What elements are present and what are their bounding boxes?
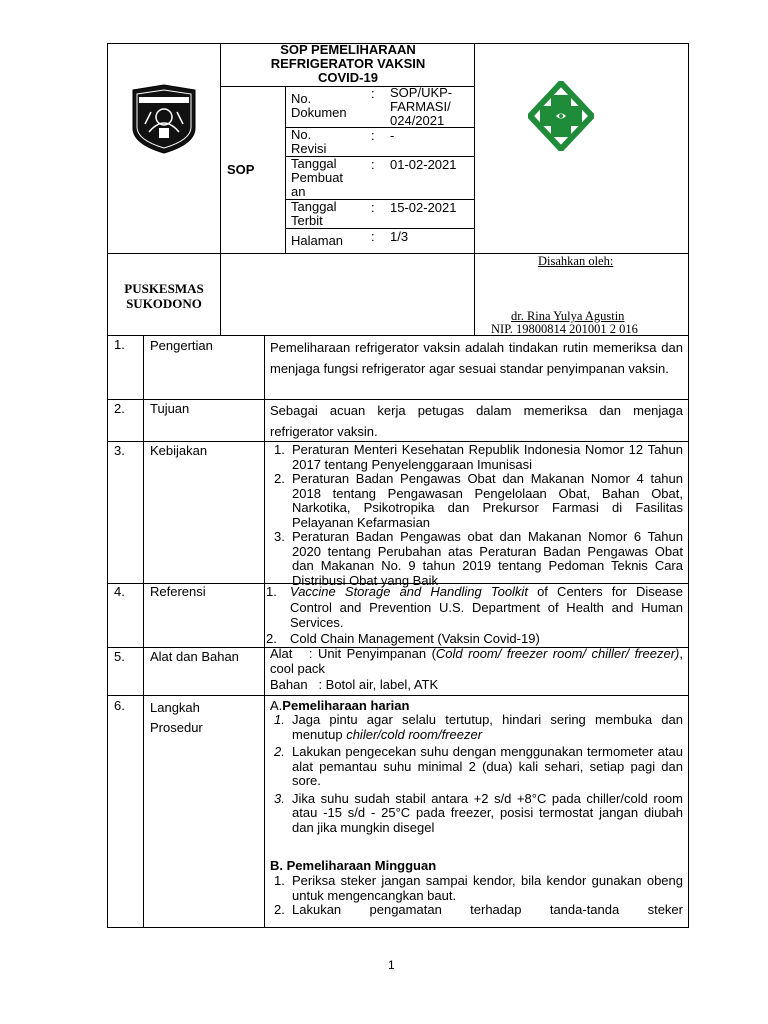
list-item: 3. Peraturan Badan Pengawas obat dan Makanan Nomor 6 Tahun 2020 tentang Perubahan atas Peraturan Badan Pengawas Obat dan Makanan No. 9 tahun 2019 tentang Pedoman Teknis Cara Distribusi Obat yang Baik (274, 529, 683, 588)
meta-value-tanggal-terbit: 15-02-2021 (390, 200, 457, 215)
meta-label-halaman: Halaman (291, 233, 344, 248)
page-number: 1 (388, 958, 395, 972)
row-number: 1. (114, 337, 125, 352)
list-item: 2. Peraturan Badan Pengawas Obat dan Makanan Nomor 4 tahun 2018 tentang Pengawasan Pengelolaan Obat, Bahan Obat, Narkotika, Psikotropika dan Prekursor Farmasi di Fasilitas Pelayanan Kefarmasian (274, 471, 683, 530)
row-label-pengertian: Pengertian (150, 338, 213, 353)
title-line-1: SOP PEMELIHARAAN (280, 42, 416, 57)
row-label-alat-bahan: Alat dan Bahan (150, 649, 239, 664)
meta-value-tanggal-pembuatan: 01-02-2021 (390, 157, 457, 172)
meta-value-halaman: 1/3 (390, 229, 409, 244)
document-title (222, 43, 474, 85)
list-item: 1. Jaga pintu agar selalu tertutup, hindari sering membuka dan menutup chiler/cold room/freezer (274, 712, 683, 742)
signer-name: dr. Rina Yulya Agustin (511, 309, 625, 323)
regency-logo (131, 84, 197, 154)
title-line-3: COVID-19 (318, 70, 378, 85)
meta-value-no-revisi: - (390, 128, 395, 143)
section-a-title: A.Pemeliharaan harian (270, 698, 410, 713)
row-label-langkah-prosedur: Langkah Prosedur (150, 700, 203, 735)
puskesmas-logo (528, 81, 594, 151)
meta-label-no-dokumen: No. Dokumen (291, 91, 347, 120)
row-content-pengertian: Pemeliharaan refrigerator vaksin adalah tindakan rutin memeriksa dan menjaga fungsi refrigerator agar sesuai standar penyimpanan vaksin. (270, 340, 683, 376)
meta-value-no-dokumen: SOP/UKP- FARMASI/ 024/2021 (390, 85, 453, 128)
meta-label-tanggal-terbit: Tanggal Terbit (291, 199, 337, 228)
title-line-2: REFRIGERATOR VAKSIN (270, 56, 426, 71)
row-number: 6. (114, 698, 125, 713)
approved-by-label: Disahkan oleh: (538, 254, 614, 268)
row-content-bahan: Bahan : Botol air, label, ATK (270, 677, 439, 692)
list-item: 2. Lakukan pengecekan suhu dengan menggunakan termometer atau alat pemantau suhu minimal 2 (dua) kali sehari, setiap pagi dan sore. (274, 744, 683, 788)
row-number: 2. (114, 401, 125, 416)
section-a-list (268, 713, 683, 835)
list-item: 1. Vaccine Storage and Handling Toolkit of Centers for Disease Control and Prevention U.S. Department of Health and Human Services. (266, 584, 683, 630)
row-label-referensi: Referensi (150, 584, 206, 599)
kebijakan-list (268, 443, 683, 588)
meta-label-no-revisi: No. Revisi (291, 127, 327, 156)
row-label-kebijakan: Kebijakan (150, 443, 208, 458)
list-item: 3. Jika suhu sudah stabil antara +2 s/d +8°C pada chiller/cold room atau -15 s/d - 25°C pada freezer, posisi termostat jangan diubah dan jika mungkin disegel (274, 790, 683, 835)
row-number: 4. (114, 584, 125, 599)
meta-label-tanggal-pembuatan: Tanggal Pembuat an (291, 156, 344, 199)
row-content-tujuan: Sebagai acuan kerja petugas dalam memeriksa dan menjaga refrigerator vaksin. (270, 403, 683, 439)
section-b-title: B. Pemeliharaan Mingguan (270, 858, 437, 873)
sop-label: SOP (227, 162, 255, 177)
list-item: 2. Lakukan pengamatan terhadap tanda-tanda steker (274, 902, 683, 917)
list-item: 2. Cold Chain Management (Vaksin Covid-19) (266, 630, 540, 646)
signer-nip: NIP. 19800814 201001 2 016 (491, 322, 638, 336)
list-item: 1. Periksa steker jangan sampai kendor, bila kendor gunakan obeng untuk mengencangkan baut. (274, 873, 683, 903)
row-number: 3. (114, 443, 125, 458)
section-b-list (268, 874, 683, 918)
row-content-alat: Alat : Unit Penyimpanan (Cold room/ freezer room/ chiller/ freezer), cool pack (270, 646, 683, 676)
row-label-tujuan: Tujuan (150, 401, 190, 416)
row-number: 5. (114, 649, 125, 664)
referensi-list (266, 584, 683, 646)
organization-name: PUSKESMAS SUKODONO (124, 281, 204, 311)
list-item: 1. Peraturan Menteri Kesehatan Republik Indonesia Nomor 12 Tahun 2017 tentang Penyelenggaraan Imunisasi (274, 442, 683, 472)
